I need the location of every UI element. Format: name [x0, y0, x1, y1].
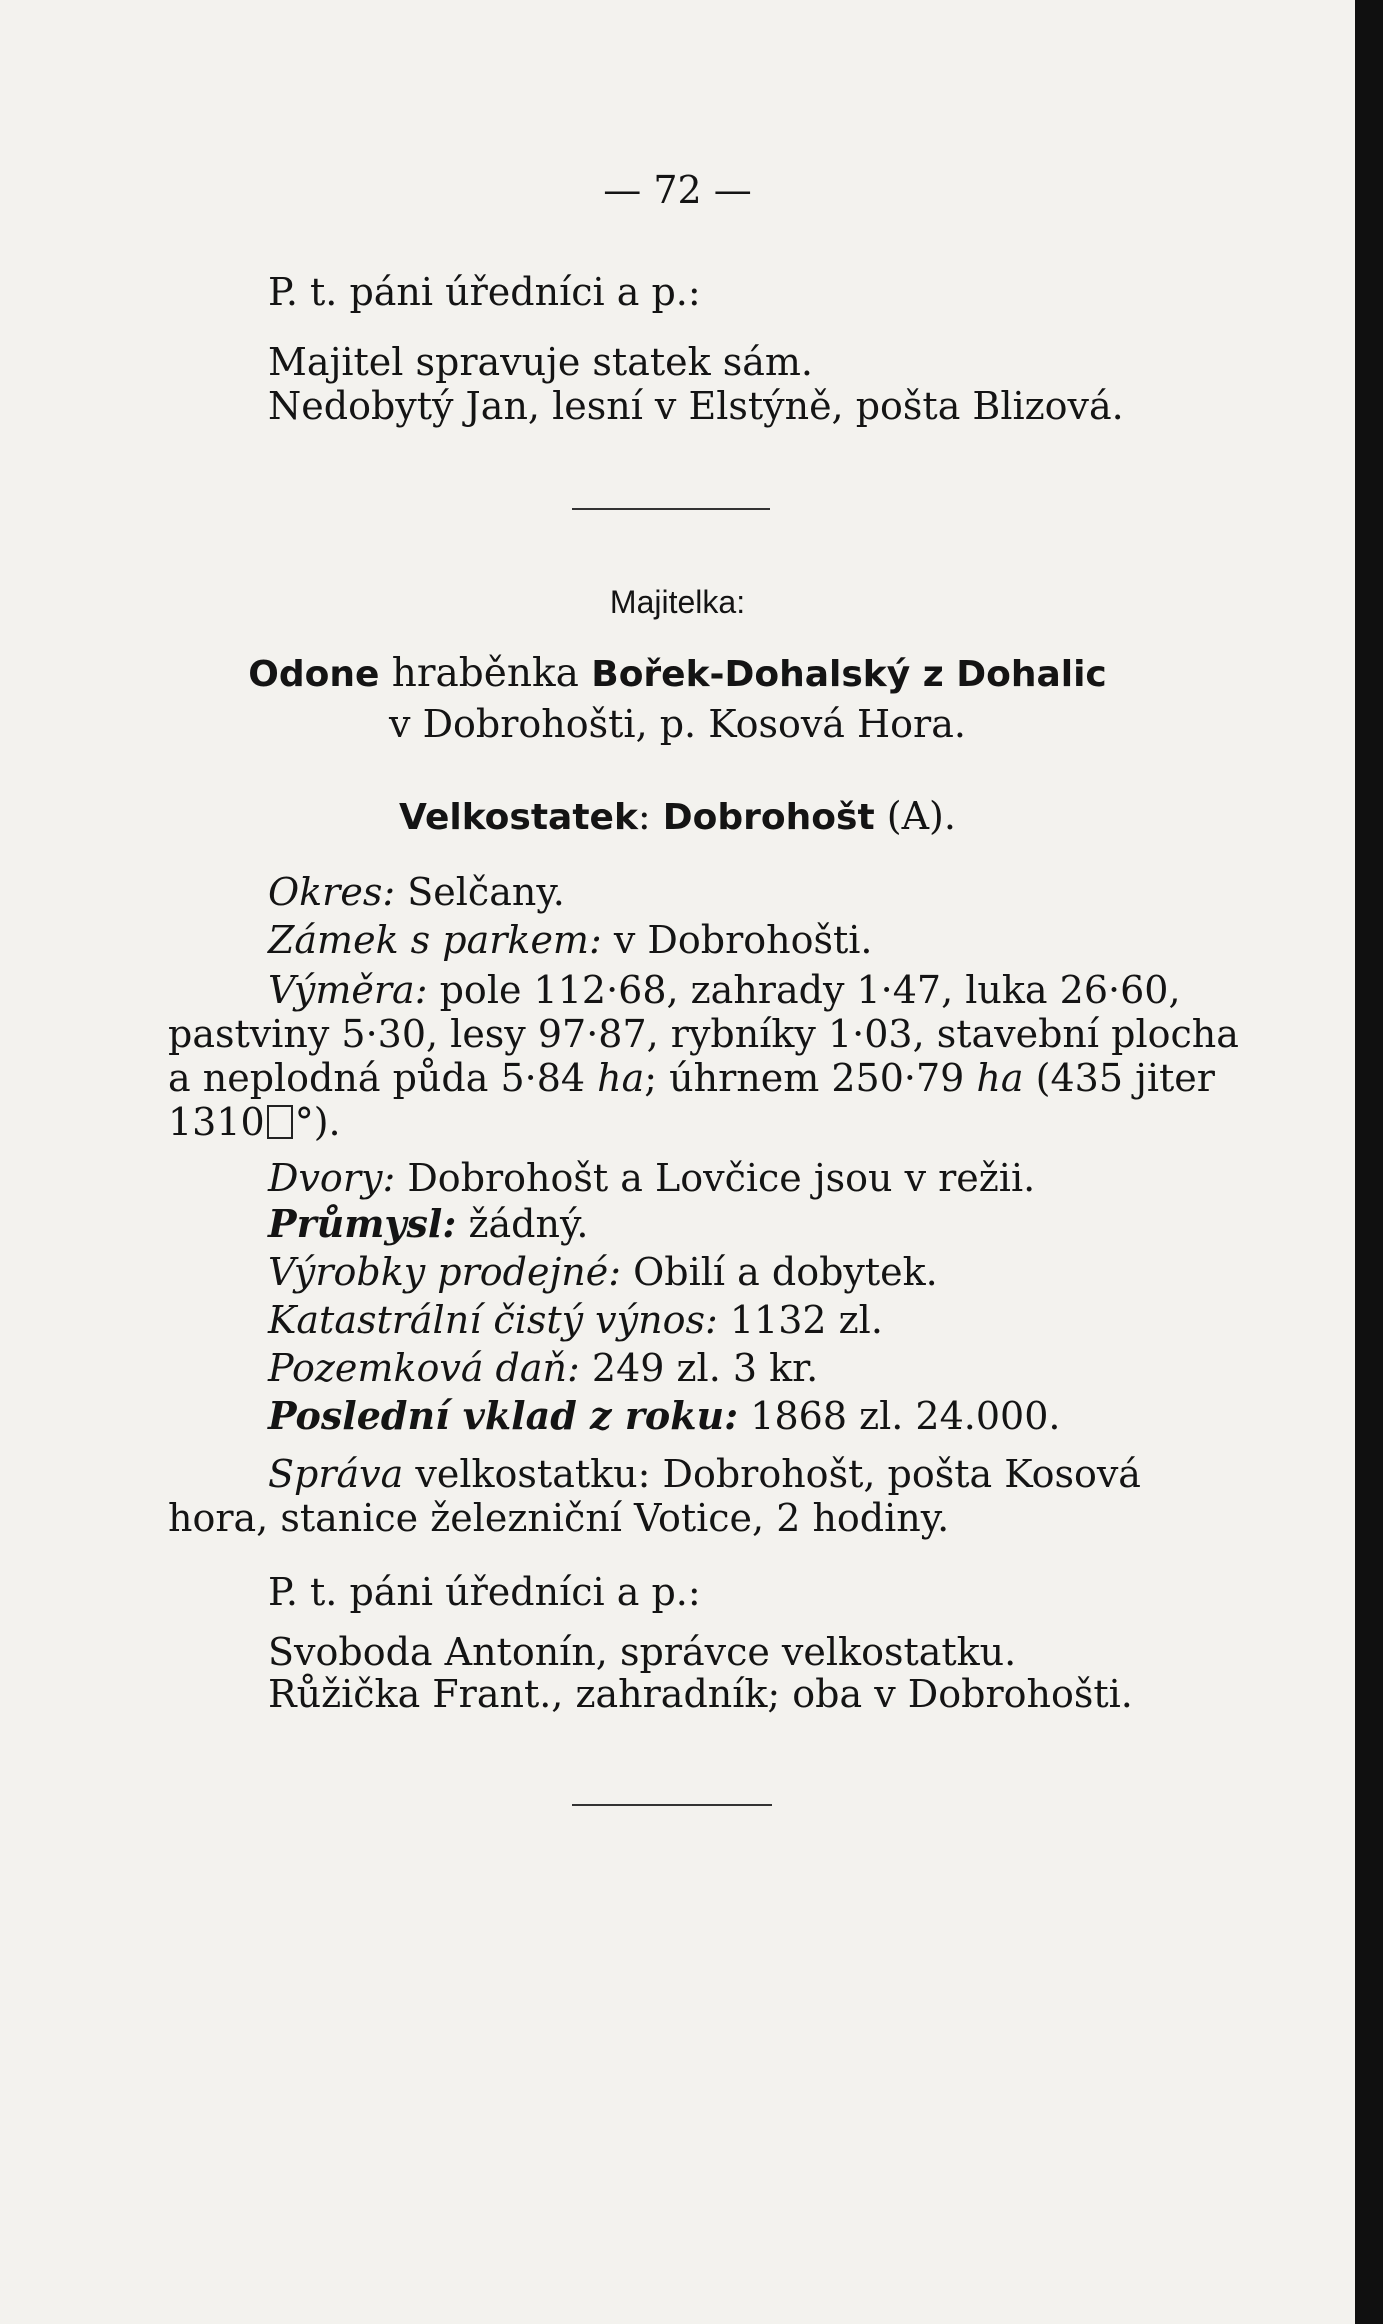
okres-line: [268, 870, 565, 914]
sprava-line1: [268, 1452, 1141, 1496]
owner-label: Majitelka:: [609, 584, 746, 620]
divider-bottom: [572, 1804, 772, 1806]
zamek-line: [268, 918, 872, 962]
vymera-line4-b: °).: [294, 1100, 341, 1144]
vklad-value: 1868 zl. 24.000.: [750, 1394, 1061, 1438]
section2-heading: P. t. páni úředníci a p.:: [268, 1570, 701, 1614]
katastr-line: [268, 1298, 883, 1342]
dvory-value: Dobrohošt a Lovčice jsou v režii.: [407, 1156, 1036, 1200]
vyrobky-line: [268, 1250, 938, 1294]
vymera-line1: [268, 968, 1181, 1012]
section1-line1: Majitel spravuje statek sám.: [268, 340, 813, 384]
vymera-line4: [168, 1100, 341, 1144]
sprava-label: Správa: [268, 1452, 404, 1496]
dan-value: 249 zl. 3 kr.: [591, 1346, 819, 1390]
section1-line2: Nedobytý Jan, lesní v Elstýně, pošta Blizová.: [268, 384, 1124, 428]
prumysl-value: žádný.: [468, 1202, 589, 1246]
owner-first-name: Odone: [248, 654, 380, 695]
estate-name: Dobrohošt: [662, 797, 875, 838]
vymera-unit-1: ha: [597, 1056, 645, 1100]
katastr-value: 1132 zl.: [729, 1298, 883, 1342]
vymera-line1-rest: pole 112·68, zahrady 1·47, luka 26·60,: [439, 968, 1181, 1012]
zamek-value: v Dobrohošti.: [613, 918, 873, 962]
vymera-unit-2: ha: [976, 1056, 1024, 1100]
okres-label: Okres:: [268, 870, 396, 914]
page-edge: [1355, 0, 1383, 2324]
sprava-line2: hora, stanice železniční Votice, 2 hodiny.: [168, 1496, 950, 1540]
estate-label: Velkostatek: [399, 797, 638, 838]
vklad-line: [268, 1394, 1060, 1438]
owner-name: [0, 652, 1355, 697]
vklad-label: Poslední vklad z roku:: [268, 1393, 739, 1438]
owner-title: hraběnka: [391, 651, 579, 696]
vymera-line2: pastviny 5·30, lesy 97·87, rybníky 1·03, stavební plocha: [168, 1012, 1239, 1056]
owner-family-name: Bořek-Dohalský z Dohalic: [591, 654, 1107, 695]
vymera-line3-c: (435 jiter: [1035, 1056, 1215, 1100]
vyrobky-label: Výrobky prodejné:: [268, 1250, 622, 1294]
owner-address: v Dobrohošti, p. Kosová Hora.: [389, 702, 966, 746]
page-number: — 72 —: [603, 168, 752, 212]
dan-line: [268, 1346, 818, 1390]
dan-label: Pozemková daň:: [268, 1346, 580, 1390]
katastr-label: Katastrální čistý výnos:: [268, 1298, 718, 1342]
prumysl-line: [268, 1202, 588, 1246]
estate-heading: Velkostatek: Dobrohošt (A).: [399, 794, 956, 838]
prumysl-label: Průmysl:: [268, 1201, 457, 1246]
dvory-label: Dvory:: [268, 1156, 396, 1200]
vymera-line3: [168, 1056, 1215, 1100]
divider-top: [572, 508, 770, 510]
vyrobky-value: Obilí a dobytek.: [633, 1250, 938, 1294]
sprava-line1-rest: velkostatku: Dobrohošt, pošta Kosová: [415, 1452, 1141, 1496]
square-fathom-symbol: [267, 1105, 293, 1139]
zamek-label: Zámek s parkem:: [268, 918, 602, 962]
vymera-line3-a: a neplodná půda 5·84: [168, 1056, 586, 1100]
vymera-line3-b: ; úhrnem 250·79: [644, 1056, 965, 1100]
vymera-label: Výměra:: [268, 968, 428, 1012]
section2-line1: Svoboda Antonín, správce velkostatku.: [268, 1630, 1017, 1674]
vymera-line4-a: 1310: [168, 1100, 265, 1144]
estate-suffix: (A).: [886, 794, 956, 838]
dvory-line: [268, 1156, 1035, 1200]
section2-line2: Růžička Frant., zahradník; oba v Dobrohošti.: [268, 1672, 1133, 1716]
okres-value: Selčany.: [407, 870, 565, 914]
section1-heading: P. t. páni úředníci a p.:: [268, 270, 701, 314]
